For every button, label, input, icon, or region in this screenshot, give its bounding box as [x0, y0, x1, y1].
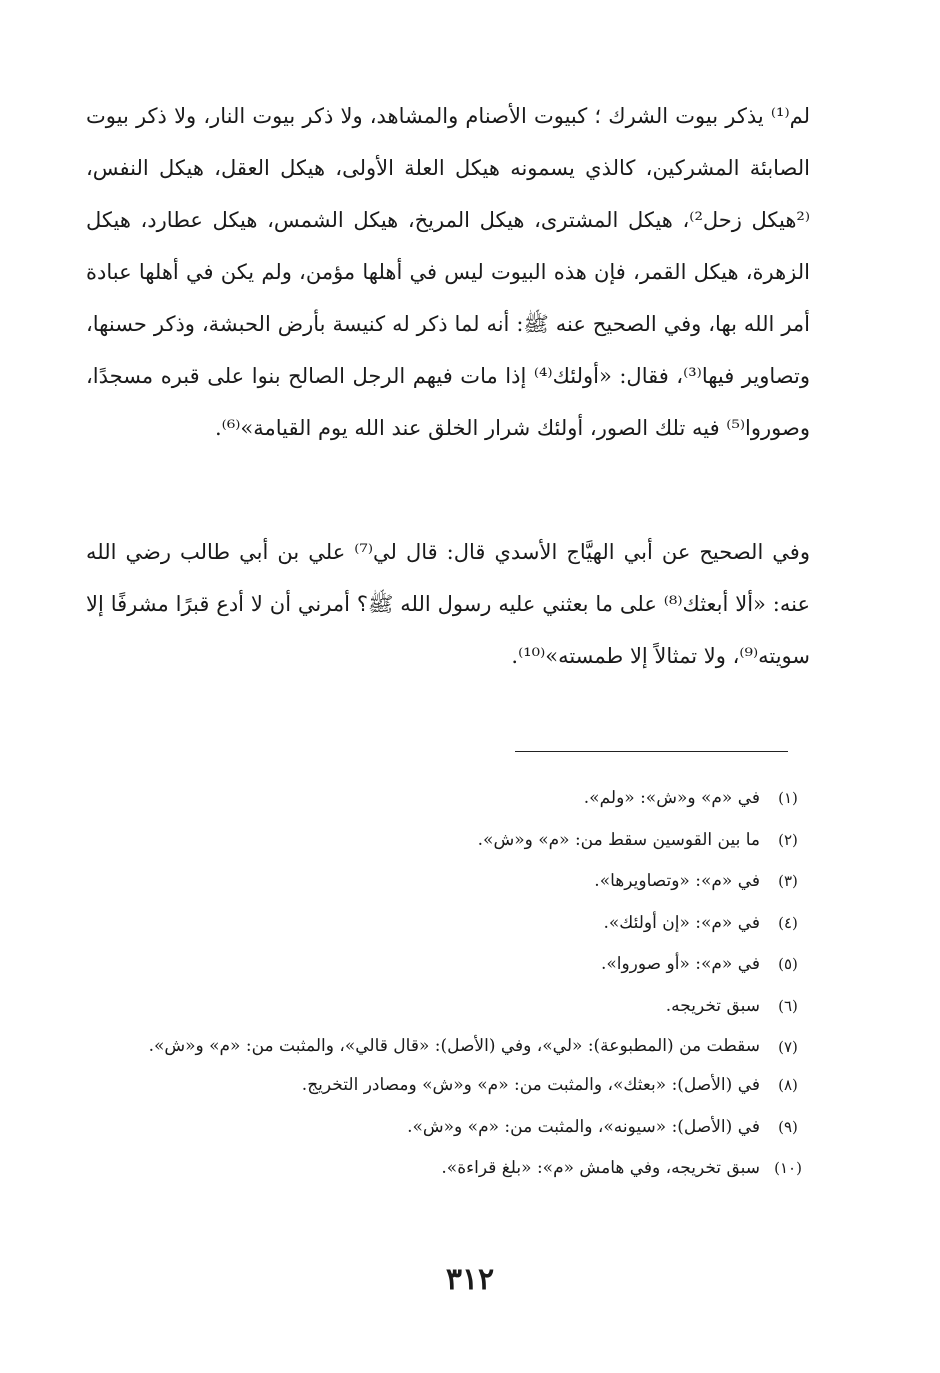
footnote-text: في «م»: «وتصاويرها». — [594, 871, 760, 891]
footnote-5 — [86, 944, 810, 986]
footnote-text: سبق تخريجه، وفي هامش «م»: «بلغ قراءة». — [441, 1158, 760, 1178]
footnotes-section — [86, 778, 810, 1190]
footnote-10 — [86, 1148, 810, 1190]
footnote-number: (٤) — [778, 913, 798, 932]
footnote-text: سقطت من (المطبوعة): «لي»، وفي (الأصل): «قال قالي»، والمثبت من: «م» و«ش». — [148, 1036, 760, 1056]
footnote-text: في «م»: «إن أولئك». — [603, 912, 760, 933]
footnote-9 — [86, 1107, 810, 1149]
footnote-number: (٩) — [778, 1117, 798, 1136]
footnote-text: في «م» و«ش»: «ولم». — [583, 788, 760, 808]
footnote-6 — [86, 986, 810, 1028]
footnote-7 — [86, 1027, 810, 1065]
body-paragraph-2: وفي الصحيح عن أبي الهيَّاج الأسدي قال: قال لي⁽⁷⁾ علي بن أبي طالب رضي الله عنه: «ألا أبعثك⁽⁸⁾ على ما بعثني عليه رسول الله ﷺ؟ أمرني أن لا أدع قبرًا مشرفًا إلا سويته⁽⁹⁾، ولا تمثالاً إلا طمسته»⁽¹⁰⁾. — [86, 540, 810, 668]
footnote-text: ما بين القوسين سقط من: «م» و«ش». — [477, 829, 760, 850]
footnote-4 — [86, 903, 810, 945]
footnote-number: (٢) — [778, 830, 798, 849]
footnote-number: (٧) — [778, 1038, 798, 1056]
body-paragraph-1: لم⁽¹⁾ يذكر بيوت الشرك ؛ كبيوت الأصنام والمشاهد، ولا ذكر بيوت النار، ولا ذكر بيوت الصابئة المشركين، كالذي يسمونه هيكل العلة الأولى، هيكل العقل، هيكل النفس، ⁽²هيكل زحل²⁾، هيكل المشترى، هيكل المريخ، هيكل الشمس، هيكل عطارد، هيكل الزهرة، هيكل القمر، فإن هذه البيوت ليس في أهلها مؤمن، ولم يكن في أهلها عبادة أمر الله بها، وفي الصحيح عنه ﷺ: أنه لما ذكر له كنيسة بأرض الحبشة، وذكر حسنها، وتصاوير فيها⁽³⁾، فقال: «أولئك⁽⁴⁾ إذا مات فيهم الرجل الصالح بنوا على قبره مسجدًا، وصوروا⁽⁵⁾ فيه تلك الصور، أولئك شرار الخلق عند الله يوم القيامة»⁽⁶⁾. — [86, 104, 810, 440]
footnote-2 — [86, 820, 810, 862]
footnote-3 — [86, 861, 810, 903]
footnote-number: (١٠) — [774, 1159, 802, 1177]
footnote-text: في (الأصل): «بعثك»، والمثبت من: «م» و«ش» ومصادر التخريج. — [301, 1075, 760, 1095]
footnote-separator — [515, 751, 788, 752]
footnote-text: سبق تخريجه. — [665, 995, 760, 1016]
footnote-text: في «م»: «أو صوروا». — [600, 954, 760, 974]
footnote-number: (٨) — [778, 1076, 798, 1094]
footnote-8 — [86, 1065, 810, 1107]
footnote-number: (٣) — [778, 872, 798, 890]
footnote-number: (٥) — [778, 955, 798, 973]
footnote-1 — [86, 778, 810, 820]
footnote-number: (١) — [778, 789, 798, 807]
page-number: ٣١٢ — [445, 1262, 495, 1297]
footnote-number: (٦) — [778, 996, 798, 1015]
footnote-text: في (الأصل): «سيونه»، والمثبت من: «م» و«ش». — [407, 1116, 760, 1137]
